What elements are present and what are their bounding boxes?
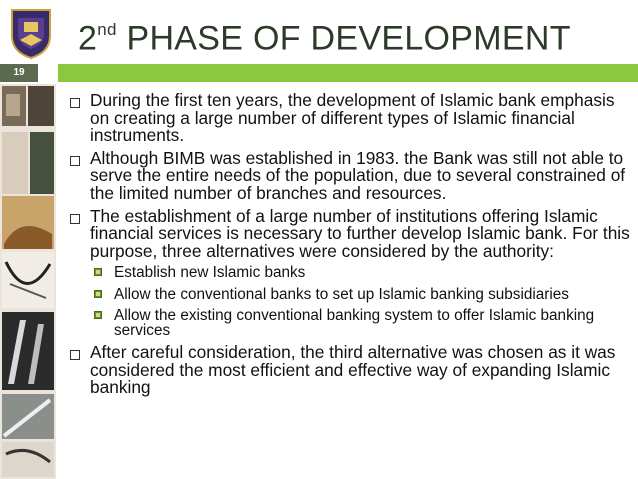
university-crest-logo	[8, 6, 54, 60]
bullet-item	[62, 205, 634, 261]
checkbox-bullet-icon	[70, 98, 80, 108]
bullet-item	[62, 147, 634, 203]
accent-bar	[58, 64, 638, 82]
bullet-text: After careful consideration, the third alternative was chosen as it was considered the most efficient and effective way of expanding Islamic banking	[90, 342, 616, 398]
slide-content	[62, 92, 634, 402]
slide-title	[78, 12, 571, 58]
checkbox-bullet-icon	[70, 156, 80, 166]
bullet-text: During the first ten years, the development of Islamic bank emphasis on creating a large number of different types of Islamic financial instruments.	[90, 90, 615, 146]
square-bullet-icon	[94, 290, 102, 298]
checkbox-bullet-icon	[70, 350, 80, 360]
title-superscript: nd	[97, 20, 117, 39]
sub-bullet-text: Allow the conventional banks to set up Islamic banking subsidiaries	[114, 285, 569, 303]
bullet-text: The establishment of a large number of institutions offering Islamic financial services is necessary to further develop Islamic bank. For this purpose, three alternatives were considered by the authority:	[90, 205, 630, 261]
bullet-text: Although BIMB was established in 1983. the Bank was still not able to serve the entire needs of the population, due to several constrained of the limited number of branches and resources.	[90, 147, 626, 203]
sub-bullet-text: Establish new Islamic banks	[114, 264, 306, 282]
bullet-item	[62, 344, 634, 397]
page-number: 19	[0, 64, 38, 82]
title-text: PHASE OF DEVELOPMENT	[116, 19, 571, 58]
square-bullet-icon	[94, 311, 102, 319]
sub-bullet-item	[62, 308, 634, 338]
square-bullet-icon	[94, 268, 102, 276]
bullet-item	[62, 92, 634, 145]
sidebar-photo-collage	[0, 84, 56, 479]
sub-bullet-item	[62, 287, 634, 302]
sub-bullet-item	[62, 265, 634, 280]
title-number: 2	[78, 19, 98, 58]
checkbox-bullet-icon	[70, 214, 80, 224]
sub-bullet-text: Allow the existing conventional banking system to offer Islamic banking services	[114, 306, 595, 339]
